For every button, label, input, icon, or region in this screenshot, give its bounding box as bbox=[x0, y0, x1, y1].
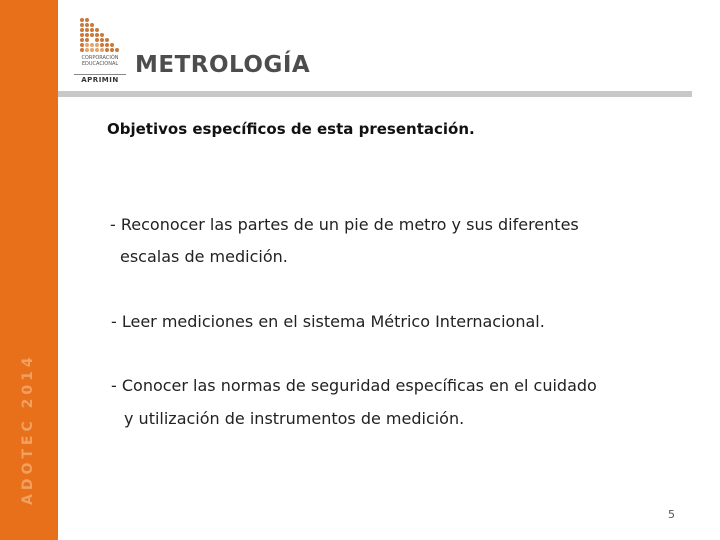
bullet-1-line-2: escalas de medición. bbox=[120, 247, 288, 266]
bullet-3-line-2: y utilización de instrumentos de medición. bbox=[124, 409, 465, 428]
header-rule bbox=[58, 91, 692, 97]
sidebar-band bbox=[0, 0, 58, 540]
logo-caption bbox=[74, 55, 126, 67]
sidebar-vertical-text: ADOTEC 2014 bbox=[20, 353, 36, 505]
bullet-1-line-1: - Reconocer las partes de un pie de metro y sus diferentes bbox=[110, 215, 579, 234]
slide-subtitle: Objetivos específicos de esta presentación. bbox=[107, 120, 475, 138]
bullet-3-line-1: - Conocer las normas de seguridad específicas en el cuidado bbox=[111, 376, 597, 395]
logo-mark-icon bbox=[74, 14, 126, 56]
header-title: METROLOGÍA bbox=[135, 52, 311, 78]
page-number: 5 bbox=[668, 508, 675, 521]
logo-caption-line-2: EDUCACIONAL bbox=[81, 61, 119, 67]
logo-caption-line-1: CORPORACIÓN bbox=[81, 55, 119, 61]
bullet-2-line-1: - Leer mediciones en el sistema Métrico Internacional. bbox=[111, 312, 545, 331]
logo-brand: APRIMIN bbox=[74, 74, 126, 84]
aprimin-logo bbox=[74, 14, 126, 84]
